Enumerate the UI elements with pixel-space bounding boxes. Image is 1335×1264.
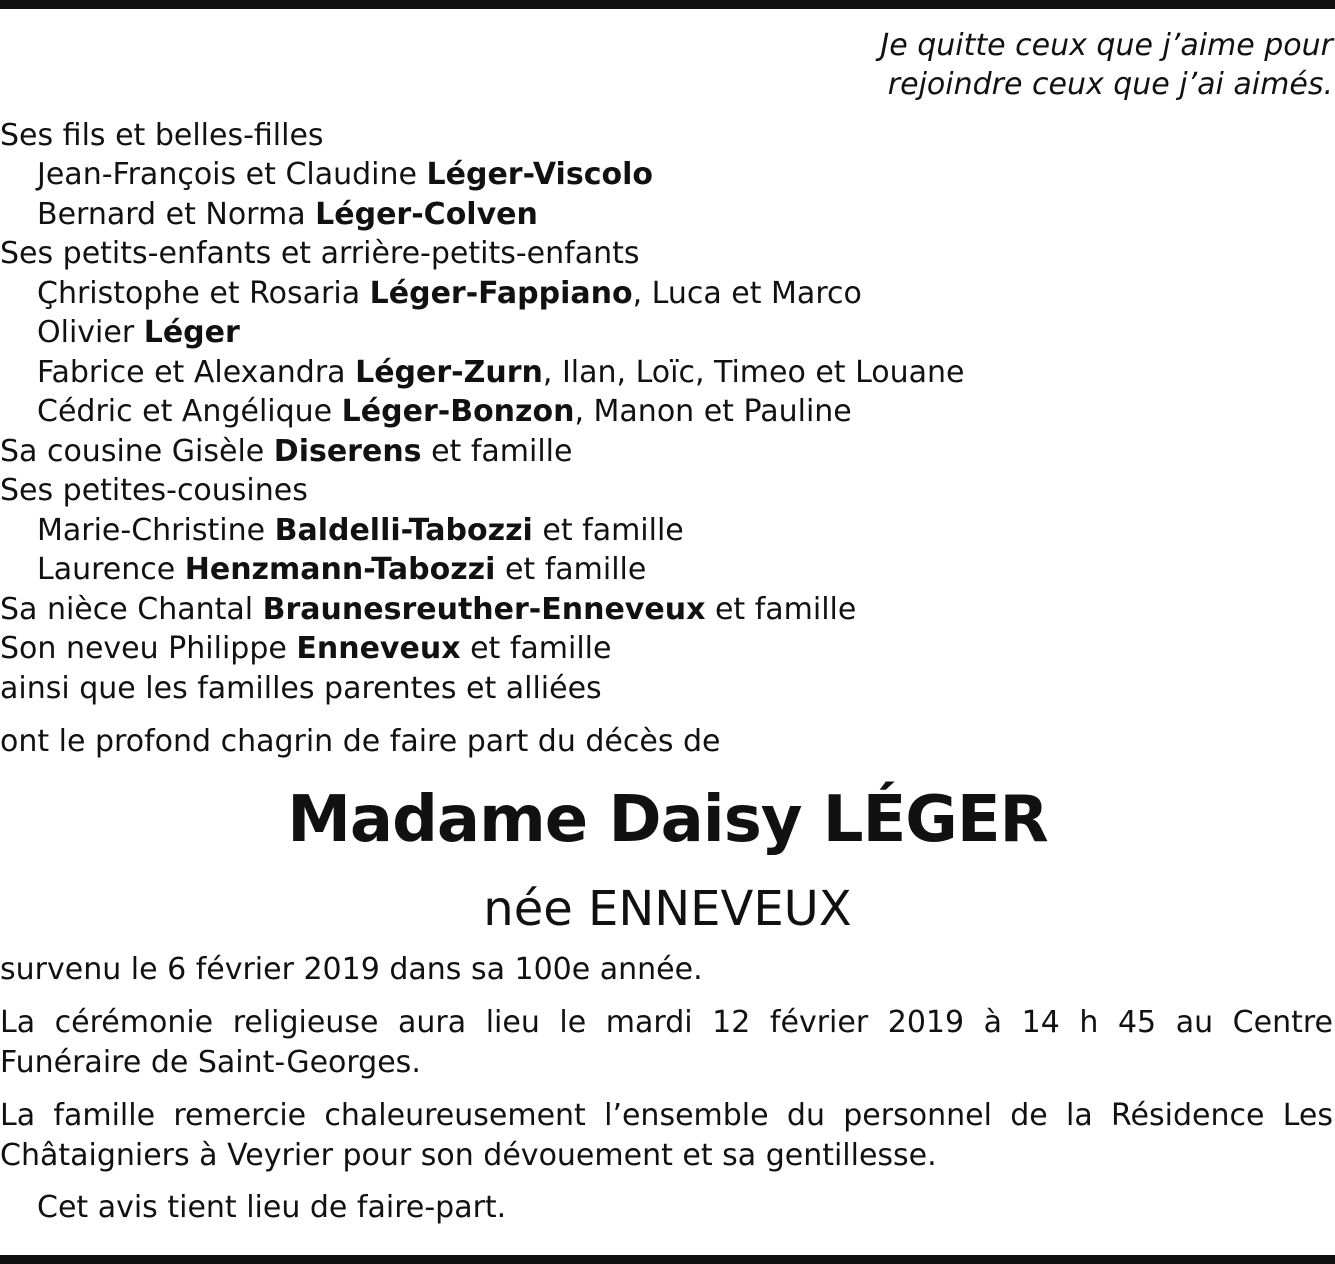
family-line: Sa cousine Gisèle Diserens et famille [0,434,573,469]
top-rule [0,0,1335,9]
closing-note: Cet avis tient lieu de faire-part. [37,1190,507,1225]
family-line: Bernard et Norma Léger-Colven [37,197,538,232]
announcement-text: ont le profond chagrin de faire part du décès de [0,724,721,759]
family-line: Laurence Henzmann-Tabozzi et famille [37,552,647,587]
family-line: Fabrice et Alexandra Léger-Zurn, Ilan, Loïc, Timeo et Louane [37,355,965,390]
family-line: Marie-Christine Baldelli-Tabozzi et famille [37,513,684,548]
thanks-paragraph: La famille remercie chaleureusement l’ensemble du personnel de la Résidence Les Châtaigniers à Veyrier pour son dévouement et sa gentillesse. [0,1098,1333,1173]
death-info: survenu le 6 février 2019 dans sa 100e année. [0,952,703,987]
family-line: Ses petits-enfants et arrière-petits-enfants [0,236,640,271]
quote-line-2: rejoindre ceux que j’ai aimés. [887,67,1333,102]
ceremony-paragraph: La cérémonie religieuse aura lieu le mardi 12 février 2019 à 14 h 45 au Centre Funéraire de Saint-Georges. [0,1005,1333,1080]
deceased-maiden-name: née ENNEVEUX [483,881,852,937]
family-line: Jean-François et Claudine Léger-Viscolo [37,157,653,192]
family-line: Sa nièce Chantal Braunesreuther-Enneveux et famille [0,592,857,627]
family-line: Ses fils et belles-filles [0,118,324,153]
quote-line-1: Je quitte ceux que j’aime pour [880,28,1333,63]
epigraph-quote [880,26,1333,104]
family-line: Çhristophe et Rosaria Léger-Fappiano, Luca et Marco [37,276,862,311]
family-line: Ses petites-cousines [0,473,308,508]
family-line: Olivier Léger [37,315,240,350]
bottom-rule [0,1255,1335,1264]
family-line: Cédric et Angélique Léger-Bonzon, Manon et Pauline [37,394,852,429]
deceased-name: Madame Daisy LÉGER [287,783,1048,857]
family-line: Son neveu Philippe Enneveux et famille [0,631,612,666]
family-line: ainsi que les familles parentes et alliées [0,671,602,706]
